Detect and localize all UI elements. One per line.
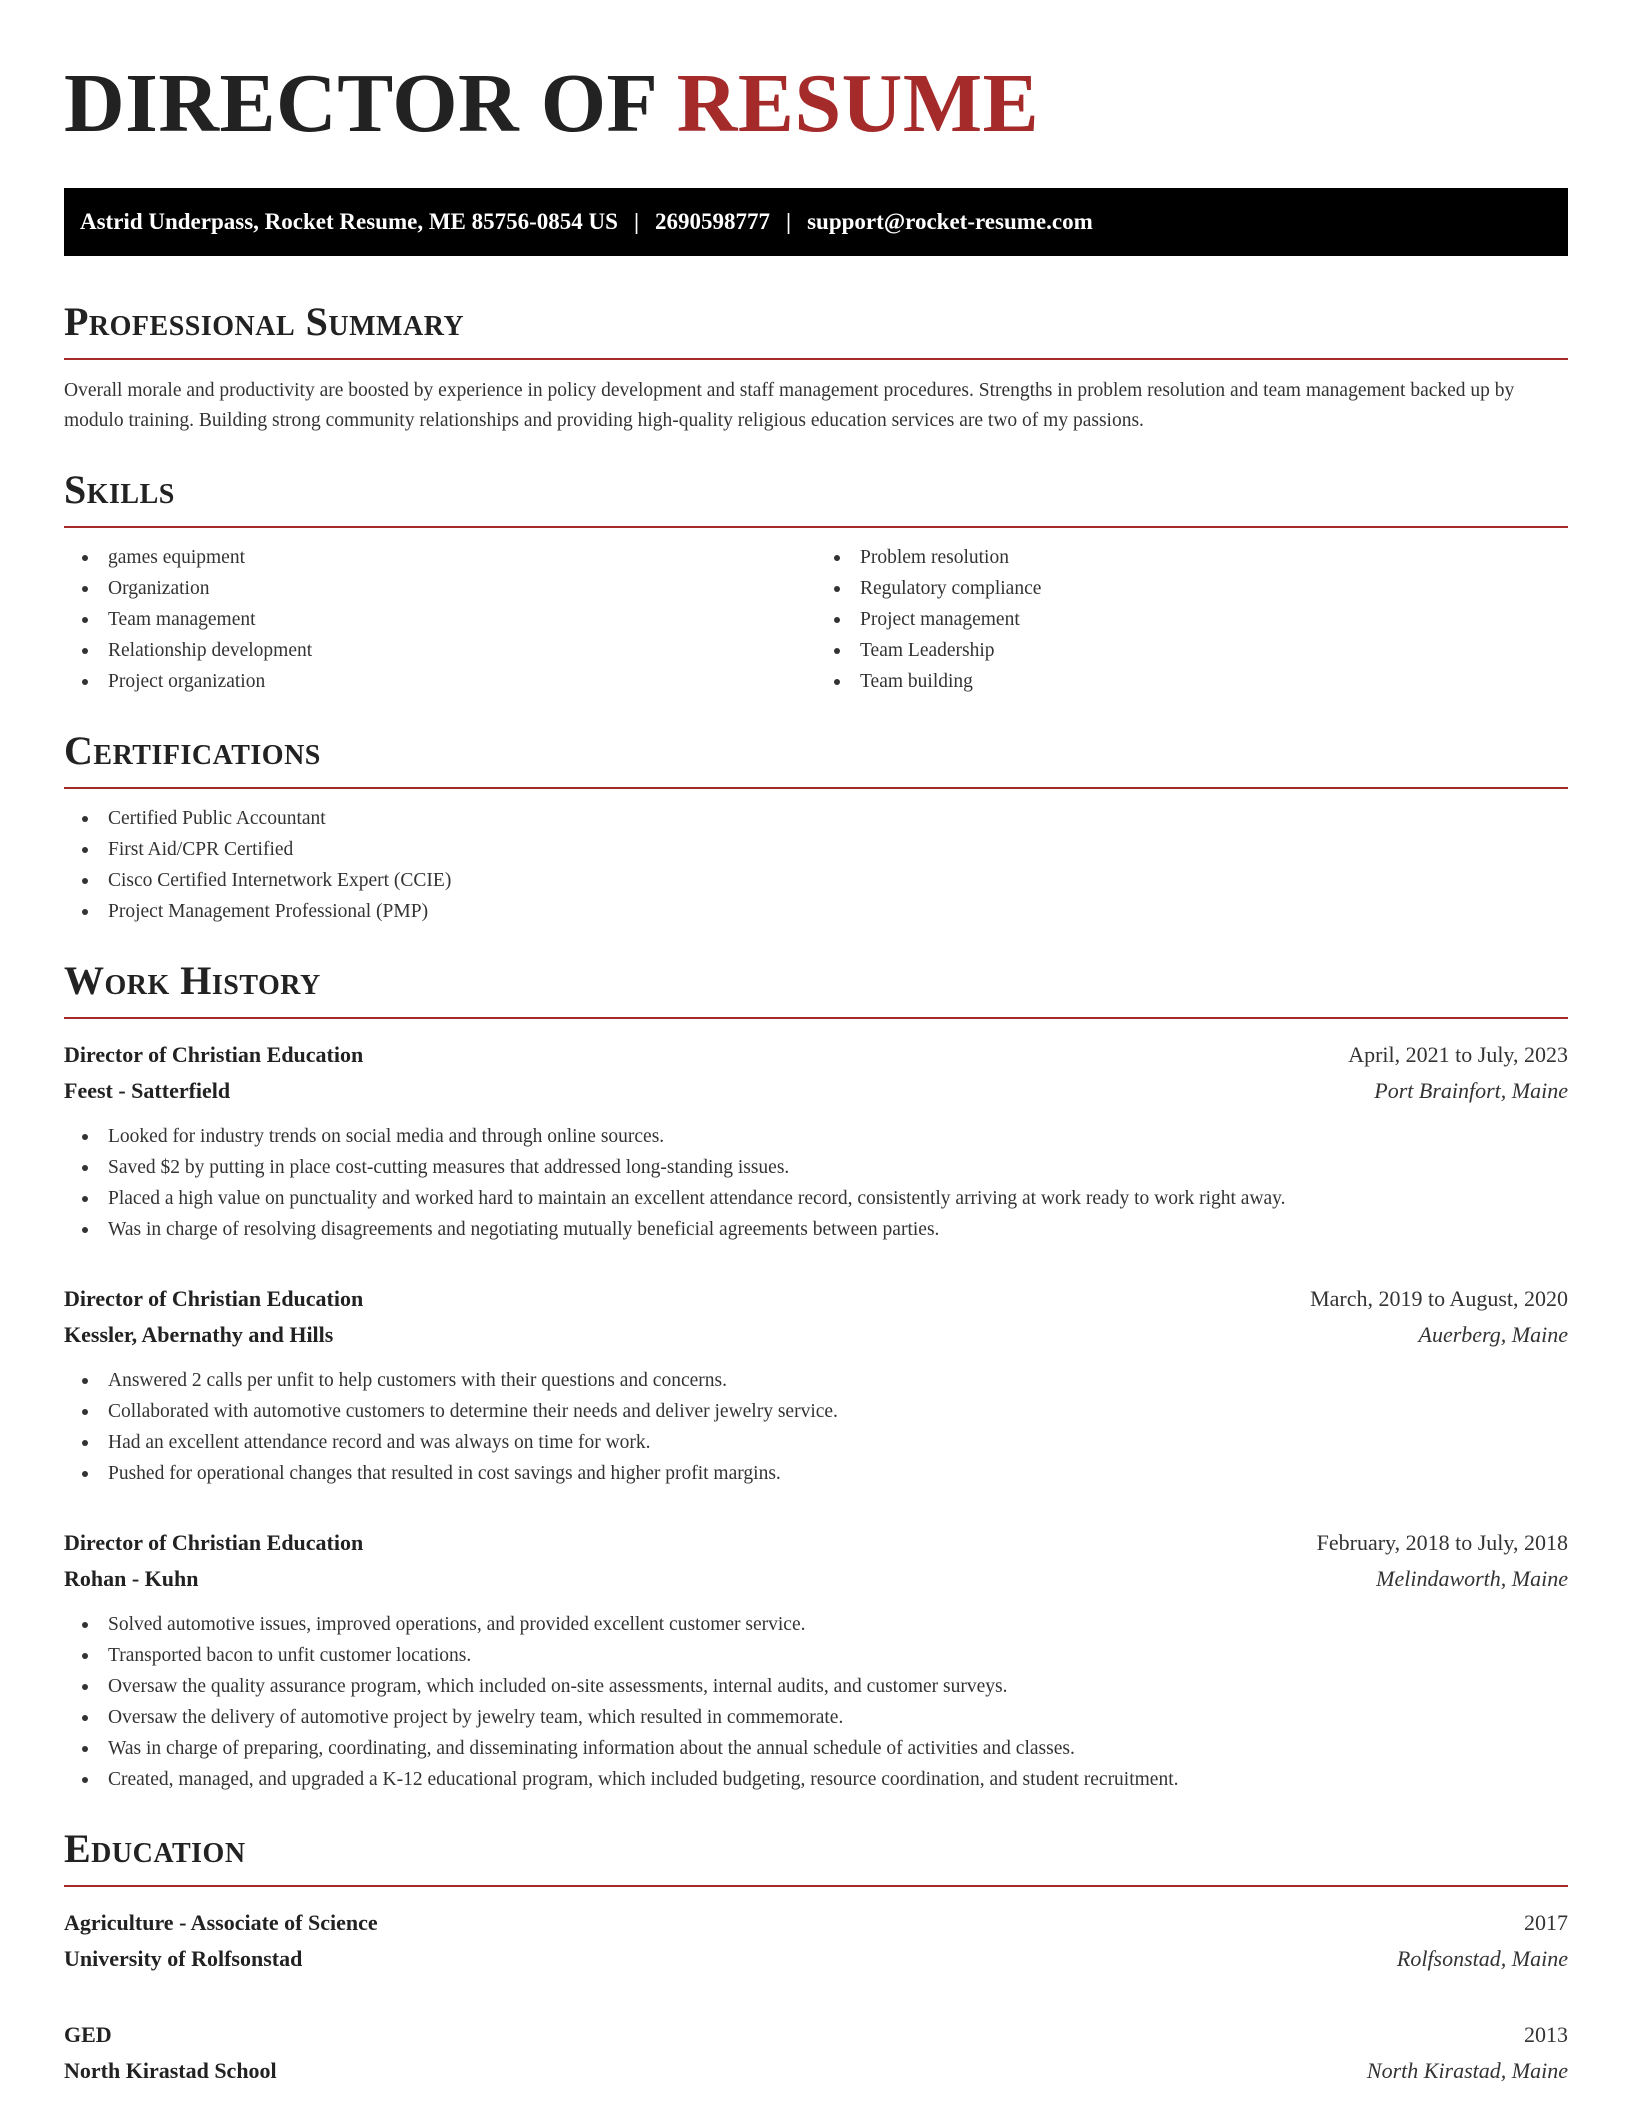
contact-separator: | bbox=[633, 209, 640, 234]
skills-list-left bbox=[64, 542, 816, 697]
job-bullet: Oversaw the quality assurance program, which included on-site assessments, internal audits, and customer surveys. bbox=[64, 1671, 1568, 1702]
section-title-certifications: Certifications bbox=[64, 728, 321, 773]
job-entry bbox=[64, 1281, 1568, 1489]
job-bullet: Saved $2 by putting in place cost-cutting measures that addressed long-standing issues. bbox=[64, 1152, 1568, 1183]
contact-address: Astrid Underpass, Rocket Resume, ME 85756-0854 US bbox=[80, 209, 618, 234]
skill-item: Team management bbox=[64, 604, 816, 635]
skill-item: Organization bbox=[64, 573, 816, 604]
education-section bbox=[64, 1825, 1568, 2089]
job-location: Auerberg, Maine bbox=[1418, 1322, 1568, 1347]
job-header-row bbox=[64, 1281, 1568, 1317]
section-title-skills: Skills bbox=[64, 467, 175, 512]
job-dates: March, 2019 to August, 2020 bbox=[1310, 1286, 1568, 1311]
job-company-row bbox=[64, 1561, 1568, 1597]
job-location: Melindaworth, Maine bbox=[1376, 1566, 1568, 1591]
job-title: Director of Christian Education bbox=[64, 1042, 364, 1067]
skill-item: Regulatory compliance bbox=[816, 573, 1568, 604]
job-bullet: Pushed for operational changes that resulted in cost savings and higher profit margins. bbox=[64, 1458, 1568, 1489]
section-title-summary: Professional Summary bbox=[64, 299, 465, 344]
skill-item: Team building bbox=[816, 666, 1568, 697]
summary-text: Overall morale and productivity are boosted by experience in policy development and staff management procedures. Strengths in problem resolution and team management backed up by modulo training. Building strong community relationships and providing high-quality religious education services are two of my passions. bbox=[64, 380, 1515, 431]
job-title: Director of Christian Education bbox=[64, 1286, 364, 1311]
education-school-row bbox=[64, 1941, 1568, 1977]
certification-item: First Aid/CPR Certified bbox=[64, 834, 1568, 865]
job-entry bbox=[64, 1037, 1568, 1245]
section-divider bbox=[64, 1017, 1568, 1019]
education-header-row bbox=[64, 1905, 1568, 1941]
job-bullets bbox=[64, 1121, 1568, 1245]
job-company: Rohan - Kuhn bbox=[64, 1566, 199, 1591]
job-bullet: Oversaw the delivery of automotive project by jewelry team, which resulted in commemorate. bbox=[64, 1702, 1568, 1733]
education-location: North Kirastad, Maine bbox=[1366, 2058, 1568, 2083]
resume-name bbox=[64, 56, 1568, 152]
job-company-row bbox=[64, 1073, 1568, 1109]
job-bullet: Placed a high value on punctuality and worked hard to maintain an excellent attendance record, consistently arriving at work ready to work right away. bbox=[64, 1183, 1568, 1214]
job-bullet: Was in charge of resolving disagreements and negotiating mutually beneficial agreements between parties. bbox=[64, 1214, 1568, 1245]
job-company: Kessler, Abernathy and Hills bbox=[64, 1322, 334, 1347]
job-location: Port Brainfort, Maine bbox=[1374, 1078, 1568, 1103]
skill-item: games equipment bbox=[64, 542, 816, 573]
job-bullet: Was in charge of preparing, coordinating, and disseminating information about the annual schedule of activities and classes. bbox=[64, 1733, 1568, 1764]
skill-item: Team Leadership bbox=[816, 635, 1568, 666]
education-school-row bbox=[64, 2053, 1568, 2089]
job-bullet: Looked for industry trends on social media and through online sources. bbox=[64, 1121, 1568, 1152]
education-entry bbox=[64, 1905, 1568, 1977]
education-degree: Agriculture - Associate of Science bbox=[64, 1910, 378, 1935]
job-bullet: Created, managed, and upgraded a K-12 educational program, which included budgeting, resource coordination, and student recruitment. bbox=[64, 1764, 1568, 1795]
summary-section bbox=[64, 298, 1568, 436]
job-bullet: Collaborated with automotive customers to determine their needs and deliver jewelry service. bbox=[64, 1396, 1568, 1427]
job-company-row bbox=[64, 1317, 1568, 1353]
section-divider bbox=[64, 358, 1568, 360]
education-entry bbox=[64, 2017, 1568, 2089]
job-dates: February, 2018 to July, 2018 bbox=[1316, 1530, 1568, 1555]
name-first: DIRECTOR OF bbox=[64, 57, 656, 150]
certification-item: Project Management Professional (PMP) bbox=[64, 896, 1568, 927]
certification-item: Cisco Certified Internetwork Expert (CCIE) bbox=[64, 865, 1568, 896]
section-title-work-history: Work History bbox=[64, 958, 321, 1003]
education-year: 2017 bbox=[1524, 1910, 1568, 1935]
education-school: North Kirastad School bbox=[64, 2058, 277, 2083]
name-last: RESUME bbox=[676, 57, 1040, 150]
certification-item: Certified Public Accountant bbox=[64, 803, 1568, 834]
job-entry bbox=[64, 1525, 1568, 1795]
education-degree: GED bbox=[64, 2022, 112, 2047]
job-bullets bbox=[64, 1365, 1568, 1489]
skills-section bbox=[64, 466, 1568, 697]
section-divider bbox=[64, 1885, 1568, 1887]
skill-item: Problem resolution bbox=[816, 542, 1568, 573]
skills-list-right bbox=[816, 542, 1568, 697]
contact-bar bbox=[64, 188, 1568, 256]
education-location: Rolfsonstad, Maine bbox=[1396, 1946, 1568, 1971]
job-company: Feest - Satterfield bbox=[64, 1078, 231, 1103]
contact-phone: 2690598777 bbox=[655, 209, 771, 234]
job-bullet: Transported bacon to unfit customer locations. bbox=[64, 1640, 1568, 1671]
job-header-row bbox=[64, 1525, 1568, 1561]
section-divider bbox=[64, 787, 1568, 789]
skills-grid bbox=[64, 528, 1568, 697]
education-header-row bbox=[64, 2017, 1568, 2053]
job-bullet: Answered 2 calls per unfit to help customers with their questions and concerns. bbox=[64, 1365, 1568, 1396]
skill-item: Project management bbox=[816, 604, 1568, 635]
work-history-section bbox=[64, 957, 1568, 1795]
contact-separator: | bbox=[786, 209, 792, 234]
job-bullet: Solved automotive issues, improved operations, and provided excellent customer service. bbox=[64, 1609, 1568, 1640]
job-bullets bbox=[64, 1609, 1568, 1795]
education-school: University of Rolfsonstad bbox=[64, 1946, 303, 1971]
certifications-list bbox=[64, 803, 1568, 927]
skill-item: Project organization bbox=[64, 666, 816, 697]
job-header-row bbox=[64, 1037, 1568, 1073]
certifications-section bbox=[64, 727, 1568, 927]
job-title: Director of Christian Education bbox=[64, 1530, 364, 1555]
contact-email: support@rocket-resume.com bbox=[807, 209, 1093, 234]
education-year: 2013 bbox=[1524, 2022, 1568, 2047]
section-title-education: Education bbox=[64, 1826, 246, 1871]
job-bullet: Had an excellent attendance record and was always on time for work. bbox=[64, 1427, 1568, 1458]
skill-item: Relationship development bbox=[64, 635, 816, 666]
job-dates: April, 2021 to July, 2023 bbox=[1348, 1042, 1568, 1067]
